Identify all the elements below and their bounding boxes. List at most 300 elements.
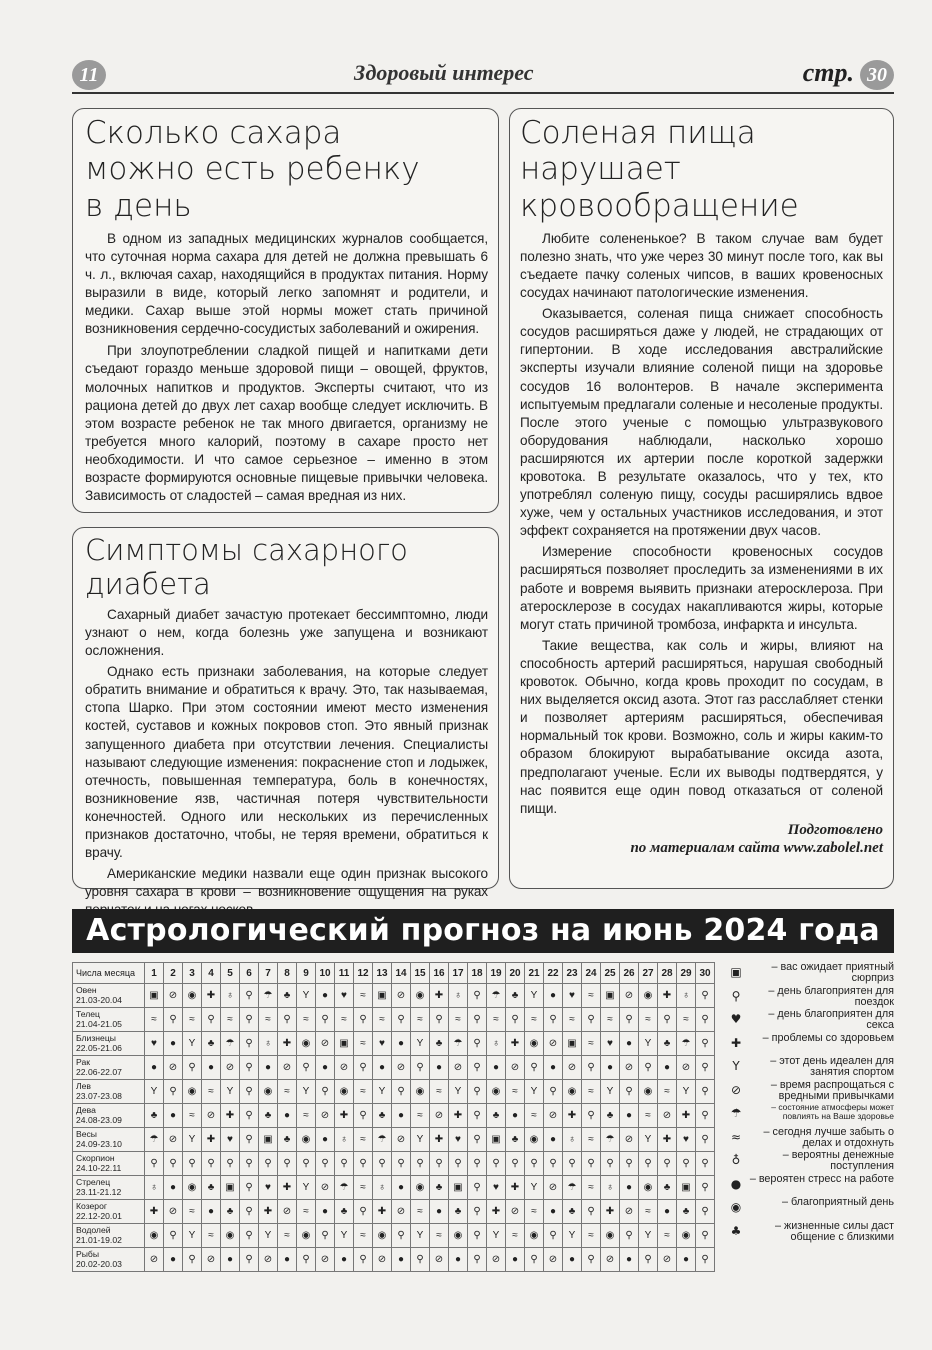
forecast-icon-cell: ⊘ <box>487 1248 506 1272</box>
forecast-icon-cell: ⚲ <box>240 1032 259 1056</box>
forecast-icon-cell: ⊘ <box>392 1056 411 1080</box>
forecast-icon-cell: Y <box>411 1224 430 1248</box>
forecast-icon-cell: ⚲ <box>240 1080 259 1104</box>
forecast-icon-cell: ≈ <box>639 1008 658 1032</box>
forecast-icon-cell: ⊘ <box>658 1104 677 1128</box>
forecast-icon-cell: ⚲ <box>696 1200 715 1224</box>
day-header: 12 <box>354 963 373 984</box>
day-header: 2 <box>164 963 183 984</box>
table-row <box>73 1008 715 1032</box>
forecast-icon-cell: ♣ <box>449 1200 468 1224</box>
forecast-icon-cell: ⚲ <box>449 1152 468 1176</box>
day-header: 28 <box>658 963 677 984</box>
forecast-icon-cell: ☂ <box>373 1128 392 1152</box>
table-row <box>73 1152 715 1176</box>
day-header: 9 <box>297 963 316 984</box>
stress-head-icon: ● <box>730 1176 742 1191</box>
forecast-icon-cell: ⊘ <box>544 1248 563 1272</box>
forecast-icon-cell: ♣ <box>373 1104 392 1128</box>
forecast-icon-cell: Y <box>297 1176 316 1200</box>
forecast-icon-cell: ♁ <box>145 1176 164 1200</box>
day-header: 10 <box>316 963 335 984</box>
forecast-icon-cell: ⊘ <box>202 1104 221 1128</box>
forecast-icon-cell: ♥ <box>145 1032 164 1056</box>
forecast-icon-cell: ⚲ <box>240 1248 259 1272</box>
forecast-icon-cell: ⚲ <box>392 1008 411 1032</box>
paragraph: Измерение способности кровеносных сосудов расширяться позволяет проследить за изменениями в их работе и вовремя выявить признаки атеросклероза. При атеросклерозе в сосудах накапливаются жиры, которые могут стать причиной тромбоза, инфаркта и инсульта. <box>520 544 883 632</box>
forecast-icon-cell: ≈ <box>639 1200 658 1224</box>
page-number-left: 11 <box>72 60 106 90</box>
forecast-icon-cell: ● <box>202 1056 221 1080</box>
day-header: 23 <box>563 963 582 984</box>
forecast-icon-cell: ⊘ <box>620 1200 639 1224</box>
forecast-icon-cell: ◉ <box>639 1176 658 1200</box>
forecast-icon-cell: ♁ <box>601 1176 620 1200</box>
article-title: Сколько сахара можно есть ребенку в день <box>85 115 420 224</box>
forecast-icon-cell: ⚲ <box>411 1152 430 1176</box>
forecast-icon-cell: ● <box>221 1248 240 1272</box>
forecast-icon-cell: Y <box>373 1080 392 1104</box>
forecast-icon-cell: ◉ <box>449 1224 468 1248</box>
day-header: 6 <box>240 963 259 984</box>
forecast-icon-cell: ● <box>164 1176 183 1200</box>
forecast-icon-cell: ⚲ <box>525 1152 544 1176</box>
forecast-icon-cell: ⚲ <box>696 1056 715 1080</box>
day-header: 17 <box>449 963 468 984</box>
forecast-icon-cell: ⚲ <box>354 1008 373 1032</box>
day-header: 21 <box>525 963 544 984</box>
forecast-icon-cell: ⊘ <box>145 1248 164 1272</box>
forecast-icon-cell: ✚ <box>506 1176 525 1200</box>
article-diabetes-symptoms <box>72 527 499 900</box>
forecast-icon-cell: ▣ <box>335 1032 354 1056</box>
zodiac-sign-name: Козерог <box>76 1201 108 1211</box>
forecast-icon-cell: ⊘ <box>316 1104 335 1128</box>
forecast-icon-cell: ⊘ <box>677 1056 696 1080</box>
forecast-icon-cell: ☂ <box>601 1128 620 1152</box>
forecast-icon-cell: ☂ <box>259 984 278 1008</box>
forecast-icon-cell: ≈ <box>582 1128 601 1152</box>
forecast-icon-cell: ♁ <box>563 1128 582 1152</box>
zodiac-sign-cell <box>73 984 145 1008</box>
zodiac-sign-name: Рак <box>76 1057 90 1067</box>
forecast-icon-cell: ✚ <box>601 1200 620 1224</box>
forecast-icon-cell: ⚲ <box>411 1248 430 1272</box>
forecast-icon-cell: ≈ <box>183 1200 202 1224</box>
forecast-icon-cell: ● <box>164 1032 183 1056</box>
forecast-icon-cell: ⊘ <box>221 1056 240 1080</box>
page-number-right: 30 <box>860 60 894 90</box>
forecast-icon-cell: ● <box>164 1104 183 1128</box>
forecast-icon-cell: ≈ <box>525 1200 544 1224</box>
forecast-icon-cell: ⚲ <box>278 1008 297 1032</box>
forecast-icon-cell: Y <box>411 1032 430 1056</box>
paragraph: Любите солененькое? В таком случае вам будет полезно знать, что уже через 30 минут после того, как вы съедаете пачку соленых чипсов, в ваших кровеносных сосудах начинают патологические изменения. <box>520 230 883 301</box>
forecast-icon-cell: ⚲ <box>221 1152 240 1176</box>
forecast-icon-cell: ⚲ <box>354 1104 373 1128</box>
zodiac-sign-dates: 24.09-23.10 <box>76 1138 122 1149</box>
zodiac-sign-cell <box>73 1152 145 1176</box>
forecast-icon-cell: Y <box>525 1176 544 1200</box>
forecast-icon-cell: ⚲ <box>544 1008 563 1032</box>
forecast-icon-cell: ⚲ <box>487 1152 506 1176</box>
forecast-icon-cell: ⚲ <box>620 1224 639 1248</box>
forecast-icon-cell: ⚲ <box>468 1056 487 1080</box>
table-row <box>73 1032 715 1056</box>
legend-item <box>728 1221 894 1243</box>
forecast-icon-cell: ▣ <box>449 1176 468 1200</box>
forecast-icon-cell: ● <box>449 1248 468 1272</box>
forecast-icon-cell: ⊘ <box>202 1248 221 1272</box>
forecast-icon-cell: ● <box>430 1056 449 1080</box>
forecast-icon-cell: Y <box>563 1224 582 1248</box>
forecast-icon-cell: ⚲ <box>468 1128 487 1152</box>
forecast-icon-cell: ◉ <box>259 1080 278 1104</box>
forecast-icon-cell: ♥ <box>449 1128 468 1152</box>
forecast-icon-cell: ♁ <box>487 1032 506 1056</box>
forecast-icon-cell: ◉ <box>297 1128 316 1152</box>
forecast-icon-cell: ⊘ <box>278 1200 297 1224</box>
forecast-icon-cell: ♁ <box>259 1032 278 1056</box>
lips-icon: ◉ <box>730 1200 742 1214</box>
forecast-icon-cell: ⚲ <box>392 1080 411 1104</box>
table-row <box>73 1248 715 1272</box>
forecast-icon-cell: Y <box>221 1080 240 1104</box>
forecast-icon-cell: ≈ <box>354 1176 373 1200</box>
dumbbell-icon: Y <box>732 1059 740 1073</box>
forecast-icon-cell: ⚲ <box>354 1248 373 1272</box>
forecast-icon-cell: ⚲ <box>373 1152 392 1176</box>
day-header: 26 <box>620 963 639 984</box>
forecast-icon-cell: ⚲ <box>696 1248 715 1272</box>
legend-text: – жизненные силы даст общение с близкими <box>774 1219 894 1243</box>
day-header: 11 <box>335 963 354 984</box>
zodiac-sign-cell <box>73 1080 145 1104</box>
weather-icon: ☂ <box>730 1106 742 1120</box>
forecast-icon-cell: ● <box>259 1056 278 1080</box>
forecast-icon-cell: ◉ <box>601 1224 620 1248</box>
forecast-icon-cell: Y <box>449 1080 468 1104</box>
zodiac-sign-dates: 24.08-23.09 <box>76 1114 122 1125</box>
forecast-icon-cell: ● <box>563 1248 582 1272</box>
forecast-icon-cell: ⚲ <box>468 984 487 1008</box>
forecast-icon-cell: ⊘ <box>620 984 639 1008</box>
forecast-icon-cell: ◉ <box>525 1128 544 1152</box>
forecast-icon-cell: ≈ <box>354 1128 373 1152</box>
forecast-icon-cell: Y <box>639 1128 658 1152</box>
forecast-icon-cell: ● <box>620 1032 639 1056</box>
forecast-icon-cell: ≈ <box>278 1224 297 1248</box>
forecast-icon-cell: ⚲ <box>696 1008 715 1032</box>
forecast-icon-cell: ✚ <box>221 1104 240 1128</box>
forecast-icon-cell: ♣ <box>221 1200 240 1224</box>
forecast-icon-cell: ⊘ <box>658 1248 677 1272</box>
forecast-icon-cell: ⚲ <box>696 1224 715 1248</box>
forecast-icon-cell: ≈ <box>658 1080 677 1104</box>
forecast-icon-cell: ◉ <box>335 1080 354 1104</box>
forecast-icon-cell: ♣ <box>259 1104 278 1128</box>
forecast-icon-cell: ● <box>544 1056 563 1080</box>
zodiac-sign-cell <box>73 1104 145 1128</box>
forecast-icon-cell: ⊘ <box>620 1128 639 1152</box>
forecast-icon-cell: ≈ <box>582 1032 601 1056</box>
forecast-icon-cell: ≈ <box>221 1008 240 1032</box>
forecast-icon-cell: ⚲ <box>696 1032 715 1056</box>
forecast-icon-cell: ☂ <box>487 984 506 1008</box>
forecast-icon-cell: ⚲ <box>316 1008 335 1032</box>
forecast-icon-cell: ♣ <box>658 1176 677 1200</box>
forecast-icon-cell: ≈ <box>335 1008 354 1032</box>
header-label: Числа месяца <box>73 963 145 984</box>
forecast-icon-cell: ♣ <box>658 1032 677 1056</box>
forecast-icon-cell: ● <box>164 1248 183 1272</box>
forecast-icon-cell: ⚲ <box>468 1176 487 1200</box>
forecast-icon-cell: ⚲ <box>316 1224 335 1248</box>
forecast-icon-cell: ⚲ <box>468 1032 487 1056</box>
forecast-icon-cell: ☂ <box>563 1176 582 1200</box>
forecast-icon-cell: ▣ <box>221 1176 240 1200</box>
forecast-icon-cell: ⚲ <box>468 1104 487 1128</box>
forecast-icon-cell: ≈ <box>430 1080 449 1104</box>
forecast-icon-cell: ✚ <box>658 984 677 1008</box>
table-header-row <box>73 963 715 984</box>
forecast-icon-cell: ≈ <box>297 1104 316 1128</box>
forecast-icon-cell: ⚲ <box>297 1248 316 1272</box>
forecast-icon-cell: ♥ <box>601 1032 620 1056</box>
day-header: 5 <box>221 963 240 984</box>
forecast-icon-cell: ⚲ <box>582 1200 601 1224</box>
money-bag-icon: ♁ <box>731 1153 741 1167</box>
forecast-icon-cell: ● <box>316 984 335 1008</box>
forecast-icon-cell: ⊘ <box>392 1200 411 1224</box>
forecast-icon-cell: ● <box>430 1200 449 1224</box>
forecast-icon-cell: ⚲ <box>468 1224 487 1248</box>
forecast-icon-cell: ♥ <box>335 984 354 1008</box>
forecast-icon-cell: ⚲ <box>430 1008 449 1032</box>
legend-item <box>728 1056 894 1078</box>
forecast-icon-cell: ▣ <box>601 984 620 1008</box>
rubric-title: Здоровый интерес <box>354 60 534 85</box>
forecast-icon-cell: ≈ <box>582 984 601 1008</box>
forecast-icon-cell: ● <box>278 1248 297 1272</box>
forecast-icon-cell: Y <box>183 1032 202 1056</box>
forecast-icon-cell: Y <box>525 984 544 1008</box>
zodiac-sign-name: Рыбы <box>76 1249 100 1259</box>
day-header: 29 <box>677 963 696 984</box>
forecast-icon-cell: ♣ <box>506 984 525 1008</box>
forecast-icon-cell: ⚲ <box>525 1248 544 1272</box>
legend-item <box>728 1033 894 1055</box>
forecast-icon-cell: ⚲ <box>620 1152 639 1176</box>
legend-item <box>728 1009 894 1031</box>
forecast-icon-cell: ⚲ <box>297 1056 316 1080</box>
article-salty-food <box>509 108 894 889</box>
zodiac-sign-dates: 24.10-22.11 <box>76 1162 122 1173</box>
forecast-icon-cell: ⊘ <box>620 1056 639 1080</box>
forecast-icon-cell: ≈ <box>183 1104 202 1128</box>
forecast-icon-cell: ⚲ <box>639 1152 658 1176</box>
table-row <box>73 1056 715 1080</box>
forecast-icon-cell: ⚲ <box>183 1248 202 1272</box>
forecast-icon-cell: ♁ <box>373 1176 392 1200</box>
forecast-icon-cell: Y <box>525 1080 544 1104</box>
day-header: 30 <box>696 963 715 984</box>
forecast-icon-cell: ▣ <box>677 1176 696 1200</box>
forecast-icon-cell: ◉ <box>411 1176 430 1200</box>
forecast-icon-cell: ♣ <box>278 984 297 1008</box>
forecast-icon-cell: ◉ <box>373 1224 392 1248</box>
paragraph: При злоупотреблении сладкой пищей и напитками дети съедают гораздо меньше здоровой пищи – овощей, фруктов, молочных напитков и продуктов. Эксперты считают, что из рациона детей до двух лет сахар вообще следует исключить. В этом возрасте ребенок не так много двигается, организму не требуется много калорий, поэтому в сахаре просто нет необходимости. И что самое серьезное – именно в этом возрасте формируются основные пищевые привычки человека. Зависимость от сладостей – самая вредная из них. <box>85 343 488 504</box>
heart-icon: ♥ <box>730 1012 742 1026</box>
forecast-icon-cell: ◉ <box>487 1080 506 1104</box>
forecast-icon-cell: ♁ <box>221 984 240 1008</box>
forecast-icon-cell: Y <box>601 1080 620 1104</box>
forecast-icon-cell: ⊘ <box>392 984 411 1008</box>
legend-text: – этот день идеален для занятия спортом <box>770 1055 894 1078</box>
zodiac-sign-cell <box>73 1176 145 1200</box>
forecast-icon-cell: ✚ <box>202 1128 221 1152</box>
forecast-icon-cell: ⚲ <box>582 1008 601 1032</box>
forecast-icon-cell: ♥ <box>259 1176 278 1200</box>
forecast-icon-cell: ⊘ <box>316 1248 335 1272</box>
zodiac-sign-name: Телец <box>76 1009 100 1019</box>
forecast-icon-cell: ⚲ <box>468 1200 487 1224</box>
day-header: 19 <box>487 963 506 984</box>
legend-text: – вероятен стресс на работе <box>749 1172 894 1185</box>
forecast-icon-cell: ⚲ <box>259 1152 278 1176</box>
forecast-icon-cell: ⚲ <box>202 1008 221 1032</box>
forecast-icon-cell: ● <box>316 1200 335 1224</box>
page-header <box>72 58 894 94</box>
legend-text: – благоприятный день <box>781 1196 894 1208</box>
forecast-icon-cell: ⊘ <box>601 1248 620 1272</box>
forecast-icon-cell: ≈ <box>411 1104 430 1128</box>
forecast-icon-cell: ⚲ <box>316 1080 335 1104</box>
forecast-icon-cell: ♣ <box>430 1032 449 1056</box>
forecast-icon-cell: ♥ <box>373 1032 392 1056</box>
forecast-icon-cell: ≈ <box>582 1176 601 1200</box>
forecast-icon-cell: ● <box>392 1248 411 1272</box>
legend-text: – время распрощаться с вредными привычками <box>770 1078 894 1102</box>
forecast-icon-cell: ✚ <box>506 1032 525 1056</box>
forecast-icon-cell: ⚲ <box>468 1248 487 1272</box>
forecast-icon-cell: ⚲ <box>468 1080 487 1104</box>
forecast-icon-cell: ⚲ <box>563 1152 582 1176</box>
forecast-icon-cell: ≈ <box>449 1008 468 1032</box>
legend-text: – день благоприятен для секса <box>768 1008 894 1031</box>
forecast-icon-cell: ● <box>145 1056 164 1080</box>
paragraph: Такие вещества, как соль и жиры, влияют на способность артерий расширяться, нарушая свободный кровоток. Обычно, когда кровь проходит по сосудам, в них выделяется оксид азота. Этот газ расслабляет стенки и позволяет артериям расширяться, обеспечивая нормальный ток крови. Возможно, соль и жиры каким-то образом блокируют вырабатывание оксида азота, предполагают ученые. Если их выводы подтвердятся, у нас появится еще один повод отказаться от соленой пищи. <box>520 637 883 816</box>
forecast-icon-cell: ◉ <box>411 1080 430 1104</box>
zodiac-sign-name: Дева <box>76 1105 96 1115</box>
forecast-icon-cell: ▣ <box>259 1128 278 1152</box>
forecast-icon-cell: ● <box>316 1128 335 1152</box>
forecast-icon-cell: ⊘ <box>373 1248 392 1272</box>
zodiac-sign-dates: 21.04-21.05 <box>76 1018 122 1029</box>
forecast-icon-cell: ≈ <box>525 1008 544 1032</box>
forecast-icon-cell: ⚲ <box>183 1152 202 1176</box>
zodiac-sign-cell <box>73 1200 145 1224</box>
table-row <box>73 984 715 1008</box>
forecast-icon-cell: ⊘ <box>506 1056 525 1080</box>
forecast-icon-cell: ✚ <box>278 1032 297 1056</box>
table-row <box>73 1224 715 1248</box>
forecast-icon-cell: ⚲ <box>240 1008 259 1032</box>
forecast-icon-cell: ⚲ <box>582 1104 601 1128</box>
forecast-icon-cell: ≈ <box>582 1080 601 1104</box>
forecast-icon-cell: ≈ <box>506 1224 525 1248</box>
forecast-icon-cell: ⚲ <box>506 1152 525 1176</box>
forecast-icon-cell: ⊘ <box>430 1104 449 1128</box>
forecast-icon-cell: ⚲ <box>240 1152 259 1176</box>
legend-item <box>728 1127 894 1149</box>
forecast-icon-cell: ⚲ <box>544 1080 563 1104</box>
forecast-icon-cell: ≈ <box>506 1080 525 1104</box>
forecast-icon-cell: ♥ <box>221 1128 240 1152</box>
forecast-icon-cell: ⚲ <box>544 1152 563 1176</box>
forecast-icon-cell: ≈ <box>354 1224 373 1248</box>
forecast-icon-cell: ⚲ <box>240 1200 259 1224</box>
ambulance-icon: ✚ <box>730 1035 742 1050</box>
day-header: 8 <box>278 963 297 984</box>
forecast-icon-cell: ♥ <box>487 1176 506 1200</box>
day-header: 22 <box>544 963 563 984</box>
forecast-icon-cell: ♁ <box>677 984 696 1008</box>
forecast-icon-cell: ● <box>544 984 563 1008</box>
day-header: 18 <box>468 963 487 984</box>
forecast-icon-cell: ⚲ <box>696 1128 715 1152</box>
forecast-icon-cell: ⚲ <box>430 1152 449 1176</box>
legend-text: – состояние атмосферы может повлиять на Ваше здоровье <box>771 1102 894 1121</box>
forecast-icon-cell: ◉ <box>525 1032 544 1056</box>
zodiac-sign-cell <box>73 1032 145 1056</box>
forecast-icon-cell: ⚲ <box>411 1056 430 1080</box>
forecast-icon-cell: Y <box>487 1224 506 1248</box>
forecast-icon-cell: ⚲ <box>506 1008 525 1032</box>
forecast-icon-cell: ⚲ <box>202 1152 221 1176</box>
zodiac-sign-dates: 22.05-21.06 <box>76 1042 122 1053</box>
forecast-icon-cell: ≈ <box>183 1008 202 1032</box>
forecast-icon-cell: ✚ <box>278 1176 297 1200</box>
forecast-icon-cell: ● <box>677 1248 696 1272</box>
day-header: 1 <box>145 963 164 984</box>
forecast-icon-cell: ⊘ <box>506 1200 525 1224</box>
forecast-icon-cell: ⚲ <box>392 1224 411 1248</box>
zodiac-sign-dates: 21.01-19.02 <box>76 1234 122 1245</box>
zodiac-sign-name: Скорпион <box>76 1153 115 1163</box>
day-header: 15 <box>411 963 430 984</box>
forecast-icon-cell: ♁ <box>449 984 468 1008</box>
signature-line: Подготовлено <box>787 821 883 838</box>
legend-text: – проблемы со здоровьем <box>762 1031 894 1044</box>
gift-icon: ▣ <box>730 965 742 979</box>
forecast-icon-cell: ◉ <box>183 1176 202 1200</box>
forecast-icon-cell: ⚲ <box>620 1080 639 1104</box>
zodiac-sign-name: Весы <box>76 1129 97 1139</box>
table-row <box>73 1104 715 1128</box>
forecast-icon-cell: ⊘ <box>449 1056 468 1080</box>
forecast-icon-cell: ⚲ <box>354 1152 373 1176</box>
forecast-icon-cell: ◉ <box>411 984 430 1008</box>
forecast-icon-cell: ◉ <box>145 1224 164 1248</box>
horoscope-title: Астрологический прогноз на июнь 2024 года <box>72 909 894 953</box>
zodiac-sign-cell <box>73 1008 145 1032</box>
forecast-icon-cell: ⊘ <box>259 1248 278 1272</box>
forecast-icon-cell: ≈ <box>487 1008 506 1032</box>
forecast-icon-cell: ✚ <box>335 1104 354 1128</box>
day-header: 27 <box>639 963 658 984</box>
forecast-icon-cell: ● <box>620 1176 639 1200</box>
